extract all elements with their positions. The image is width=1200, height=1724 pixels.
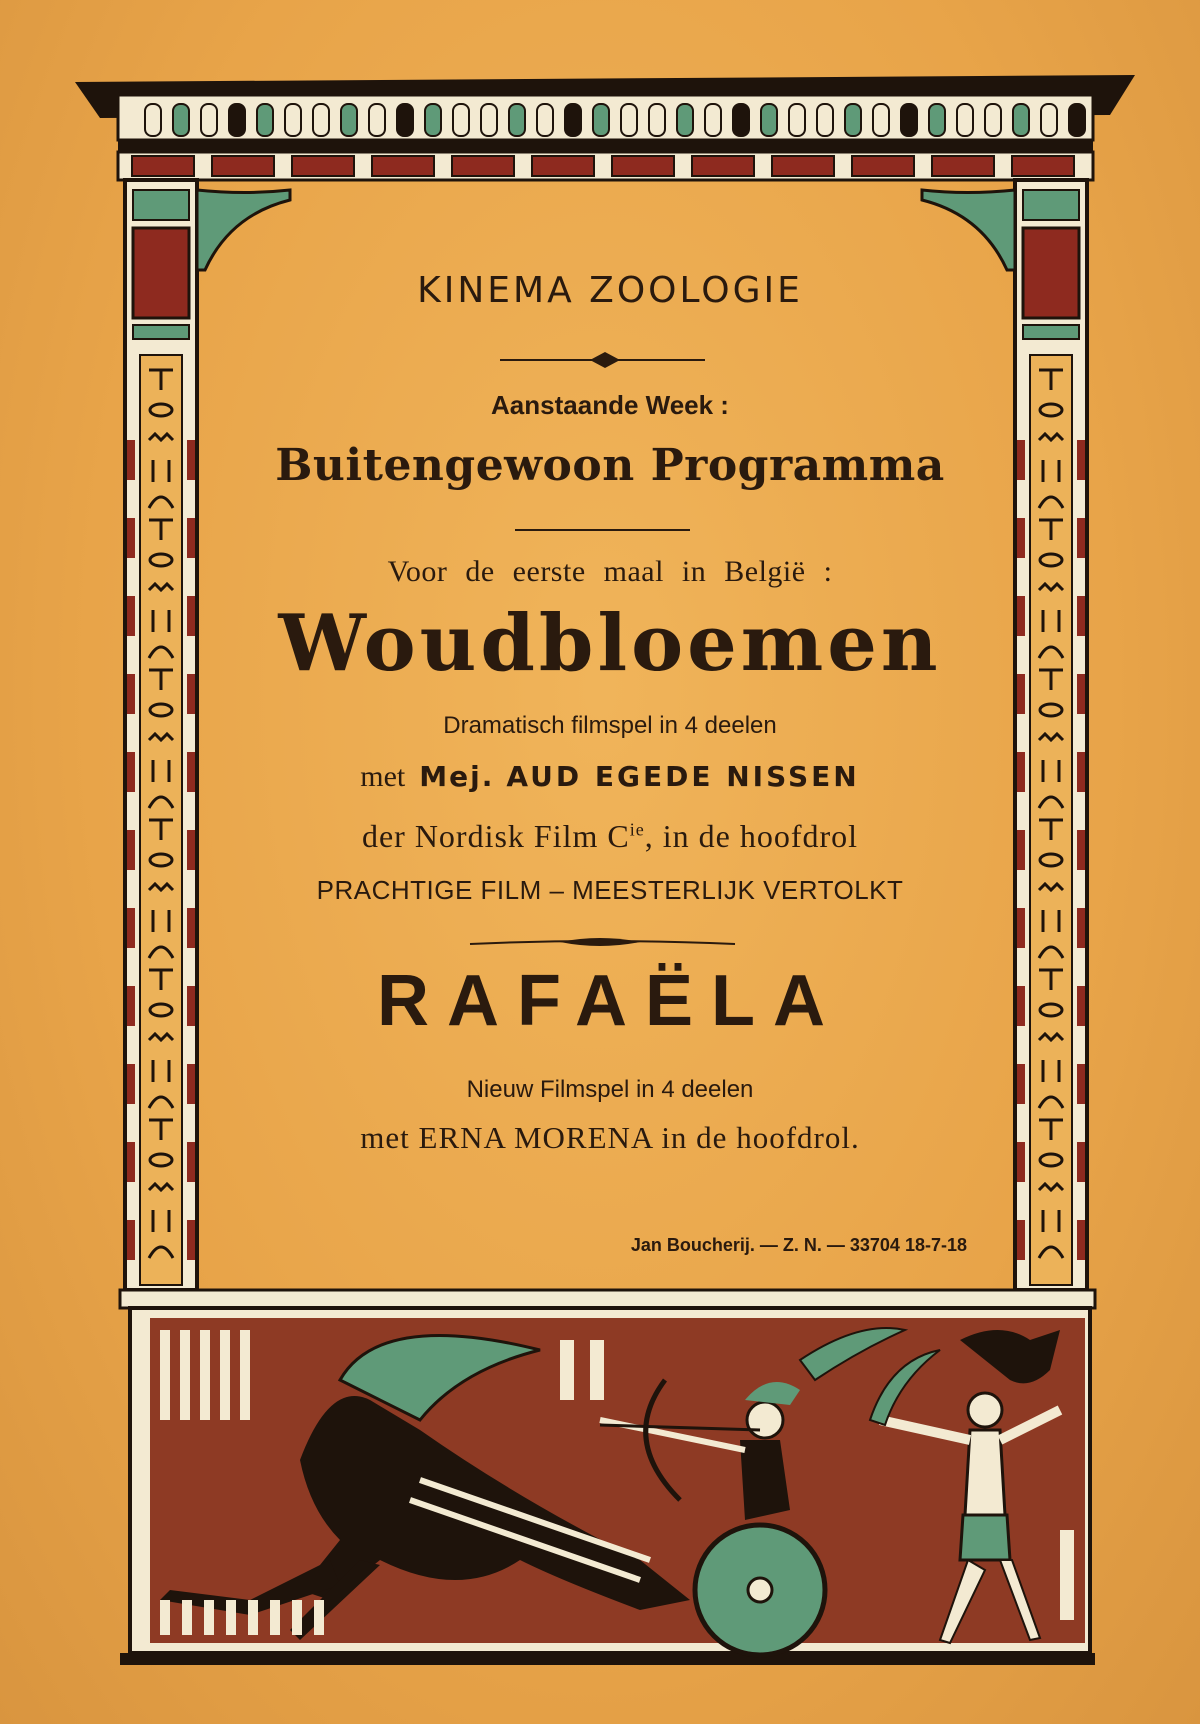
film1-title: Woudbloemen [278,598,942,689]
film1-company-post: , in de hoofdrol [644,818,859,854]
program-text-panel [205,190,1015,1270]
program-title: Buitengewoon Programma [275,440,945,491]
film2-cast-line: met ERNA MORENA in de hoofdrol. [360,1120,860,1155]
film1-mej: Mej. [419,760,495,793]
film2-subtitle: Nieuw Filmspel in 4 deelen [466,1076,754,1103]
printer-line: Jan Boucherij. — Z. N. — 33704 18-7-18 [630,1235,967,1255]
cinema-name: KINEMA ZOOLOGIE [417,270,803,311]
film1-company-pre: der Nordisk Film C [361,818,630,854]
film1-company-line [205,818,1015,855]
film1-cast-line [205,760,1015,794]
upcoming-label: Aanstaande Week : [491,390,729,420]
film2-title: RAFAËLA [377,961,843,1041]
first-time-label: Voor de eerste maal in België : [387,555,833,588]
film1-subtitle: Dramatisch filmspel in 4 deelen [443,712,777,739]
film1-met: met [360,760,406,793]
film1-actress: AUD EGEDE NISSEN [506,760,860,793]
film1-tagline: PRACHTIGE FILM – MEESTERLIJK VERTOLKT [316,875,904,905]
film1-company-sup: ie [629,819,645,840]
